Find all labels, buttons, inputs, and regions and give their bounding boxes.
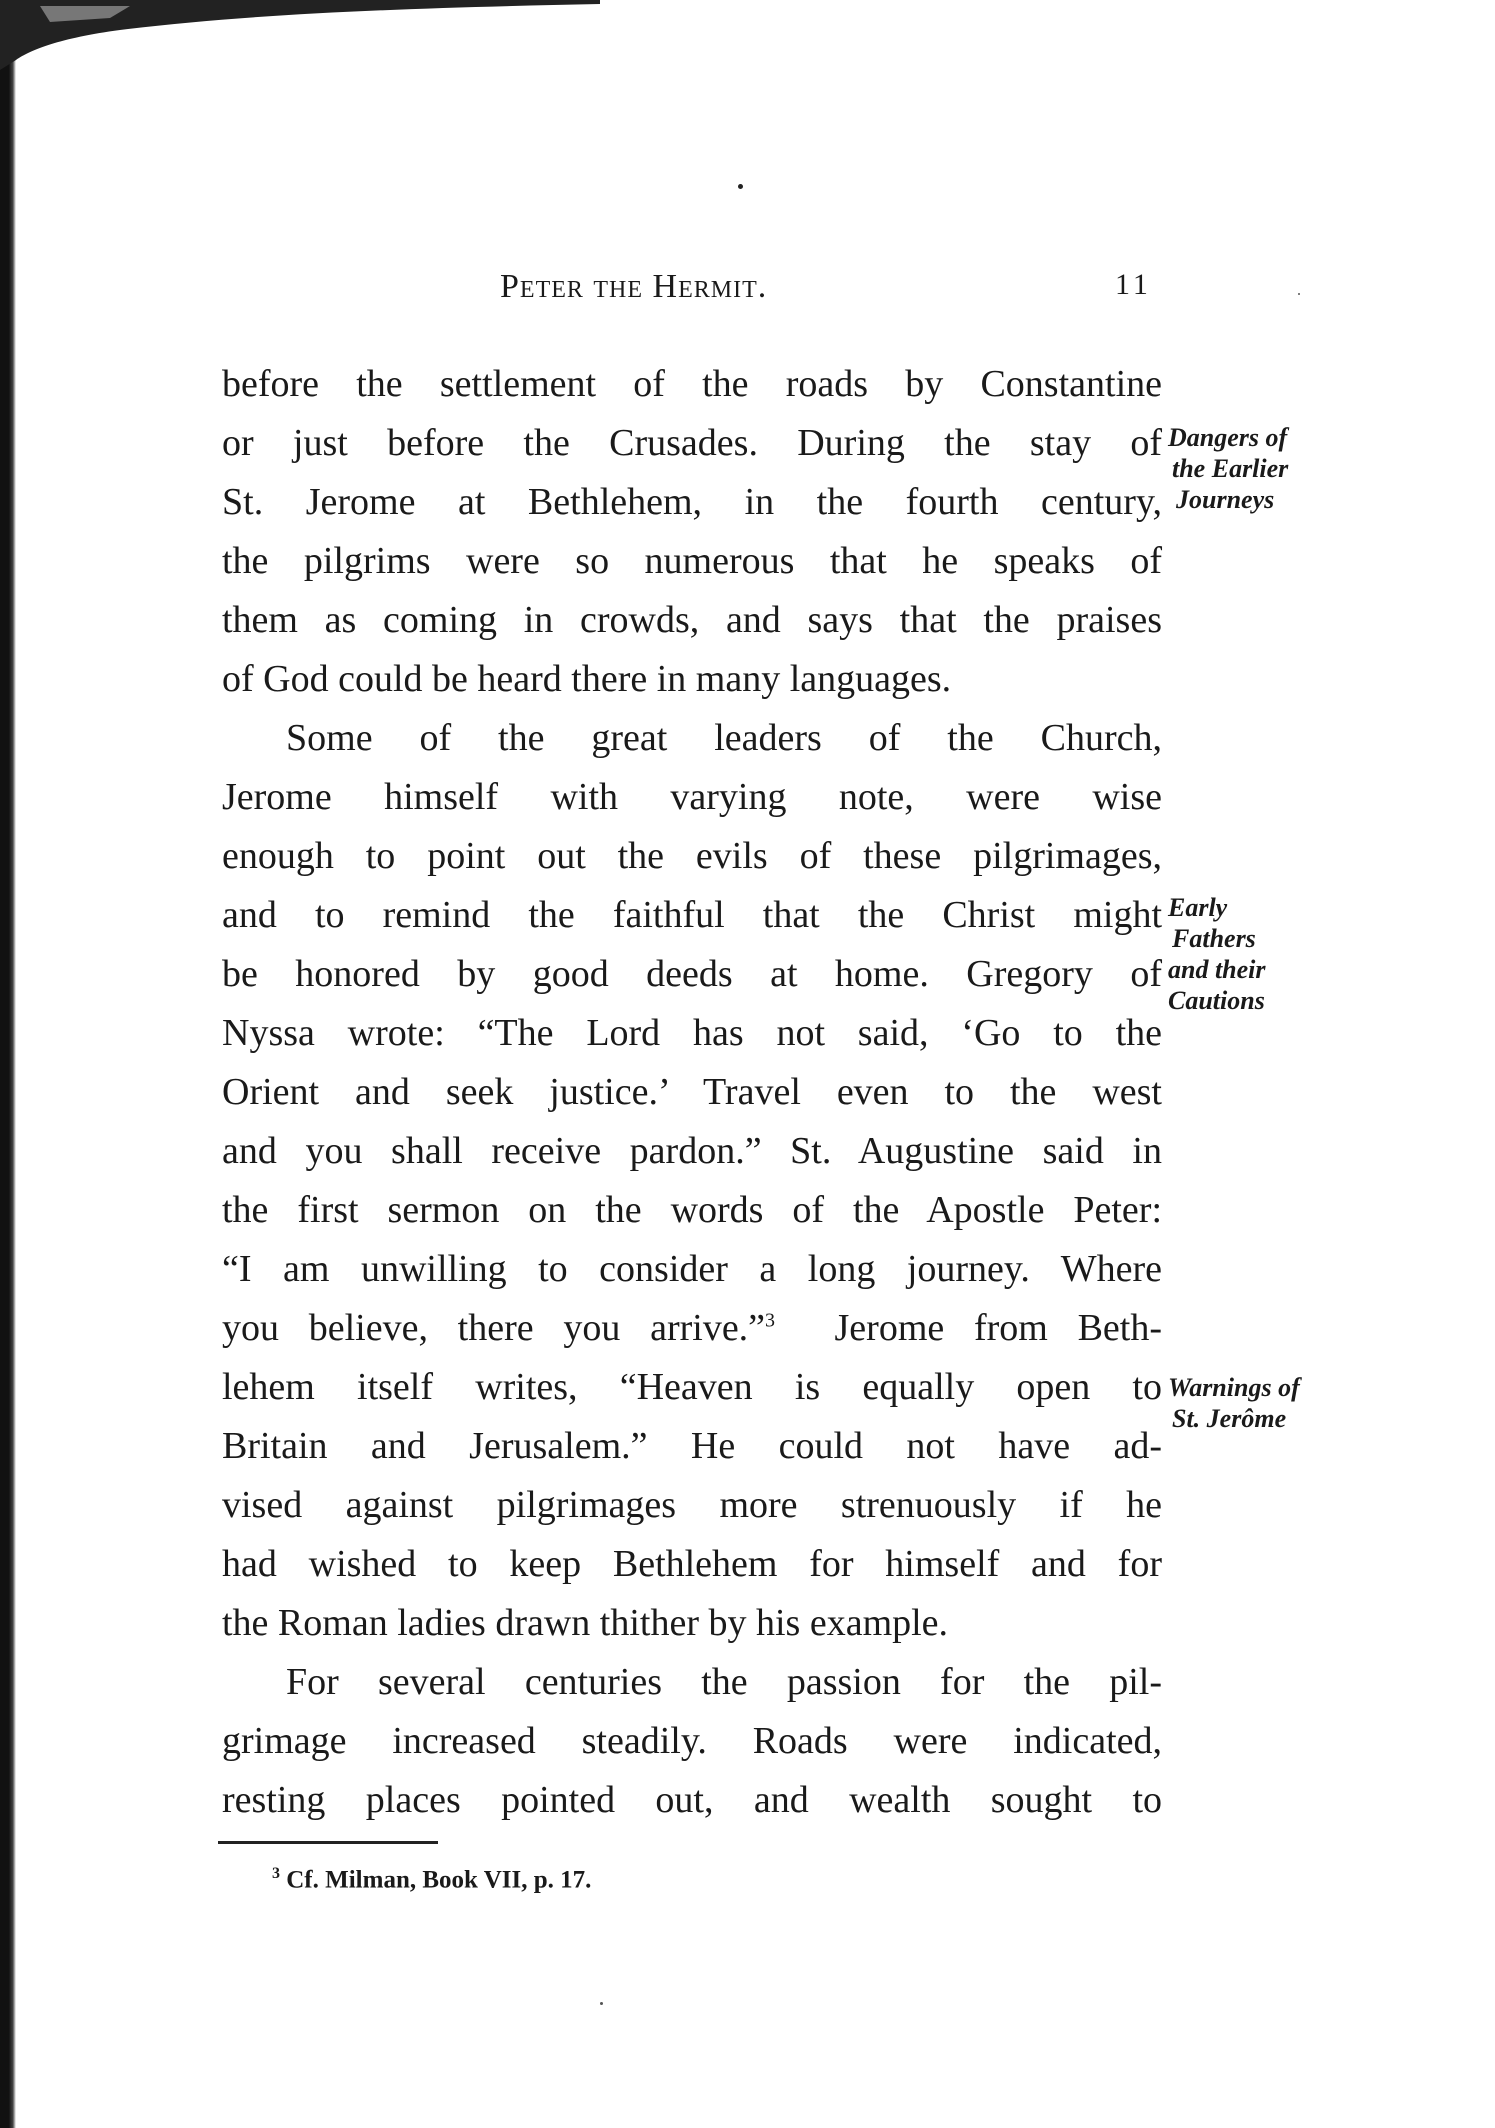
paragraph-2-line: Orient and seek justice.’ Travel even to the west — [222, 1071, 1162, 1113]
scan-speck — [600, 2002, 603, 2005]
printer-mark — [738, 184, 743, 189]
paragraph-2-line: and to remind the faithful that the Christ might — [222, 894, 1162, 936]
paragraph-2-line: Jerome himself with varying note, were wise — [222, 776, 1162, 818]
paragraph-3-line: resting places pointed out, and wealth sought to — [222, 1779, 1162, 1821]
running-header — [0, 268, 1495, 318]
binding-edge — [0, 0, 16, 2128]
scan-speck — [1298, 293, 1300, 295]
footnote-reference[interactable]: 3 — [765, 1309, 776, 1332]
paragraph-2-line: the first sermon on the words of the Apostle Peter: — [222, 1189, 1162, 1231]
scan-edge-shadow — [0, 0, 600, 70]
paragraph-2-line: “I am unwilling to consider a long journey. Where — [222, 1248, 1162, 1290]
page-number: 11 — [1115, 268, 1152, 301]
footnote-divider — [218, 1841, 438, 1844]
paragraph-3-line: For several centuries the passion for the pil- — [286, 1661, 1162, 1703]
paragraph-2-line: Britain and Jerusalem.” He could not have ad- — [222, 1425, 1162, 1467]
margin-note-early-fathers: Early Fathers and their Cautions — [1168, 893, 1266, 1015]
paragraph-2-line: lehem itself writes, “Heaven is equally open to — [222, 1366, 1162, 1408]
footnote — [272, 1865, 591, 1894]
paragraph-2-line: the Roman ladies drawn thither by his example. — [222, 1602, 949, 1644]
margin-note-warnings: Warnings of St. Jerôme — [1168, 1373, 1300, 1433]
footnote-text: Cf. Milman, Book VII, p. 17. — [286, 1866, 592, 1894]
paragraph-1-line: before the settlement of the roads by Constantine — [222, 363, 1162, 405]
paragraph-2-line: and you shall receive pardon.” St. Augustine said in — [222, 1130, 1162, 1172]
paragraph-2-line: enough to point out the evils of these pilgrimages, — [222, 835, 1162, 877]
running-title: Peter the Hermit. — [500, 268, 768, 305]
paragraph-1-line: St. Jerome at Bethlehem, in the fourth century, — [222, 481, 1162, 523]
body-text — [222, 355, 1162, 1830]
footnote-marker: 3 — [272, 1865, 280, 1882]
paragraph-1-line: them as coming in crowds, and says that the praises — [222, 599, 1162, 641]
paragraph-1-line: the pilgrims were so numerous that he speaks of — [222, 540, 1162, 582]
paragraph-2-line: Nyssa wrote: “The Lord has not said, ‘Go to the — [222, 1012, 1162, 1054]
paragraph-1-line: or just before the Crusades. During the stay of — [222, 422, 1162, 464]
paragraph-2-line: had wished to keep Bethlehem for himself and for — [222, 1543, 1162, 1585]
paragraph-2-line: vised against pilgrimages more strenuously if he — [222, 1484, 1162, 1526]
paragraph-2-line-with-footnote: you believe, there you arrive.”$^3$ Jerome from Beth- — [222, 1307, 1162, 1349]
paragraph-1-line: of God could be heard there in many languages. — [222, 658, 952, 700]
paragraph-3-line: grimage increased steadily. Roads were indicated, — [222, 1720, 1162, 1762]
margin-note-dangers: Dangers of the Earlier Journeys — [1168, 423, 1289, 514]
paragraph-2-line: Some of the great leaders of the Church, — [286, 717, 1162, 759]
paragraph-2-line: be honored by good deeds at home. Gregory of — [222, 953, 1162, 995]
